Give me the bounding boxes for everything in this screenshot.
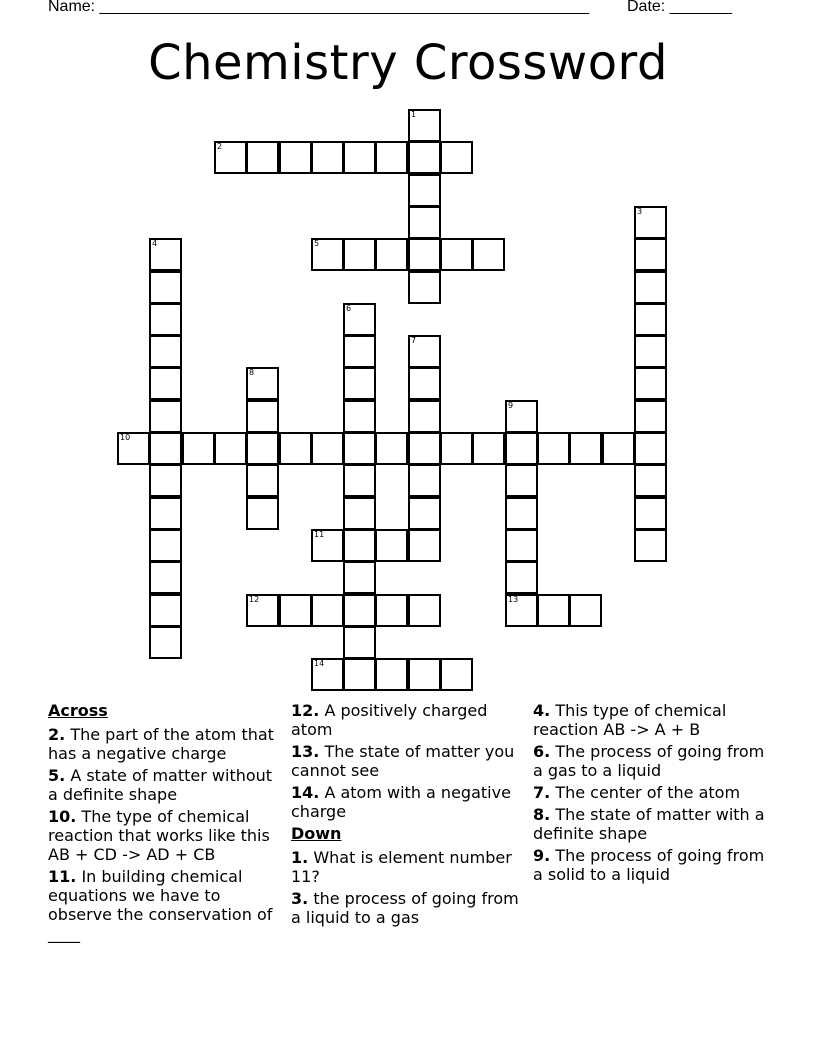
crossword-cell[interactable] — [375, 594, 408, 627]
crossword-cell[interactable] — [408, 367, 441, 400]
crossword-cell[interactable] — [634, 238, 667, 271]
crossword-cell[interactable] — [408, 658, 441, 691]
crossword-cell[interactable] — [311, 238, 344, 271]
crossword-cell[interactable] — [149, 367, 182, 400]
crossword-cell[interactable] — [505, 529, 538, 562]
clue-number: 8 — [249, 368, 255, 377]
clue-number: 6 — [346, 304, 352, 313]
crossword-cell[interactable] — [311, 594, 344, 627]
clue-number: 4 — [152, 239, 158, 248]
clue-number: 13 — [508, 595, 519, 604]
crossword-cell[interactable] — [117, 432, 150, 465]
crossword-cell[interactable] — [149, 561, 182, 594]
crossword-cell[interactable] — [343, 497, 376, 530]
crossword-cell[interactable] — [149, 335, 182, 368]
crossword-cell[interactable] — [634, 335, 667, 368]
crossword-cell[interactable] — [408, 206, 441, 239]
across-heading: Across — [48, 701, 108, 720]
crossword-cell[interactable] — [375, 658, 408, 691]
crossword-cell[interactable] — [343, 594, 376, 627]
clue-number: 5 — [314, 239, 320, 248]
crossword-cell[interactable] — [149, 497, 182, 530]
crossword-cell[interactable] — [440, 238, 473, 271]
crossword-cell[interactable] — [343, 464, 376, 497]
crossword-cell[interactable] — [634, 529, 667, 562]
crossword-cell[interactable] — [634, 497, 667, 530]
crossword-cell[interactable] — [149, 238, 182, 271]
clue-number: 7 — [411, 336, 417, 345]
crossword-cell[interactable] — [149, 626, 182, 659]
crossword-cell[interactable] — [634, 367, 667, 400]
crossword-cell[interactable] — [246, 594, 279, 627]
crossword-cell[interactable] — [279, 594, 312, 627]
clue-number: 10 — [120, 433, 131, 442]
clue-across-14: 14. A atom with a negative charge — [291, 783, 511, 821]
date-field-label[interactable]: Date: _______ — [627, 0, 732, 15]
crossword-cell[interactable] — [408, 400, 441, 433]
crossword-cell[interactable] — [408, 464, 441, 497]
crossword-cell[interactable] — [182, 432, 215, 465]
clues-column-3 — [533, 701, 769, 887]
clues-column-2 — [291, 701, 527, 930]
clue-number: 9 — [508, 401, 514, 410]
clue-number: 11 — [314, 530, 325, 539]
clue-across-12: 12. A positively charged atom — [291, 701, 488, 739]
crossword-cell[interactable] — [505, 561, 538, 594]
page-title: Chemistry Crossword — [148, 35, 668, 91]
clue-across-11: 11. In building chemical equations we have to observe the conservation of ____ — [48, 867, 273, 943]
crossword-cell[interactable] — [505, 432, 538, 465]
crossword-cell[interactable] — [602, 432, 635, 465]
name-field-label[interactable]: Name: _______________________________________________________ — [48, 0, 589, 15]
crossword-cell[interactable] — [149, 303, 182, 336]
clue-number: 3 — [637, 207, 643, 216]
crossword-cell[interactable] — [408, 271, 441, 304]
crossword-cell[interactable] — [246, 367, 279, 400]
crossword-cell[interactable] — [343, 141, 376, 174]
crossword-cell[interactable] — [246, 400, 279, 433]
crossword-cell[interactable] — [311, 529, 344, 562]
crossword-cell[interactable] — [343, 626, 376, 659]
crossword-cell[interactable] — [214, 432, 247, 465]
clue-number: 12 — [249, 595, 260, 604]
clue-down-4: 4. This type of chemical reaction AB -> A + B — [533, 701, 727, 739]
crossword-cell[interactable] — [440, 432, 473, 465]
crossword-cell[interactable] — [408, 335, 441, 368]
clue-down-1: 1. What is element number 11? — [291, 848, 512, 886]
crossword-cell[interactable] — [214, 141, 247, 174]
crossword-cell[interactable] — [634, 271, 667, 304]
crossword-cell[interactable] — [472, 432, 505, 465]
crossword-cell[interactable] — [246, 432, 279, 465]
crossword-cell[interactable] — [343, 335, 376, 368]
clue-number: 14 — [314, 659, 325, 668]
clue-down-9: 9. The process of going from a solid to a liquid — [533, 846, 765, 884]
crossword-cell[interactable] — [505, 497, 538, 530]
crossword-cell[interactable] — [343, 658, 376, 691]
crossword-cell[interactable] — [246, 141, 279, 174]
crossword-cell[interactable] — [505, 400, 538, 433]
clue-down-3: 3. the process of going from a liquid to a gas — [291, 889, 519, 927]
clue-across-13: 13. The state of matter you cannot see — [291, 742, 515, 780]
crossword-cell[interactable] — [343, 400, 376, 433]
crossword-cell[interactable] — [343, 561, 376, 594]
crossword-cell[interactable] — [375, 238, 408, 271]
crossword-cell[interactable] — [375, 529, 408, 562]
crossword-cell[interactable] — [408, 238, 441, 271]
clue-across-2: 2. The part of the atom that has a negative charge — [48, 725, 274, 763]
clue-number: 2 — [217, 142, 223, 151]
crossword-cell[interactable] — [537, 432, 570, 465]
crossword-cell[interactable] — [343, 238, 376, 271]
crossword-cell[interactable] — [149, 464, 182, 497]
crossword-cell[interactable] — [279, 141, 312, 174]
crossword-cell[interactable] — [440, 141, 473, 174]
crossword-cell[interactable] — [634, 464, 667, 497]
crossword-cell[interactable] — [634, 432, 667, 465]
clue-down-6: 6. The process of going from a gas to a liquid — [533, 742, 765, 780]
crossword-cell[interactable] — [375, 432, 408, 465]
crossword-cell[interactable] — [634, 303, 667, 336]
down-heading: Down — [291, 824, 342, 843]
crossword-cell[interactable] — [634, 400, 667, 433]
crossword-cell[interactable] — [311, 141, 344, 174]
clue-down-8: 8. The state of matter with a definite shape — [533, 805, 765, 843]
crossword-cell[interactable] — [343, 367, 376, 400]
crossword-cell[interactable] — [634, 206, 667, 239]
crossword-cell[interactable] — [408, 432, 441, 465]
crossword-cell[interactable] — [343, 303, 376, 336]
clue-across-5: 5. A state of matter without a definite shape — [48, 766, 273, 804]
crossword-cell[interactable] — [246, 464, 279, 497]
crossword-cell[interactable] — [408, 529, 441, 562]
crossword-cell[interactable] — [408, 109, 441, 142]
crossword-cell[interactable] — [569, 594, 602, 627]
crossword-cell[interactable] — [149, 271, 182, 304]
clue-down-7: 7. The center of the atom — [533, 783, 741, 802]
crossword-cell[interactable] — [569, 432, 602, 465]
crossword-cell[interactable] — [311, 432, 344, 465]
crossword-cell[interactable] — [343, 529, 376, 562]
crossword-cell[interactable] — [537, 594, 570, 627]
crossword-cell[interactable] — [375, 141, 408, 174]
crossword-cell[interactable] — [343, 432, 376, 465]
clues-column-1 — [48, 701, 284, 946]
crossword-cell[interactable] — [408, 594, 441, 627]
crossword-cell[interactable] — [408, 141, 441, 174]
crossword-cell[interactable] — [505, 464, 538, 497]
clue-across-10: 10. The type of chemical reaction that works like this AB + CD -> AD + CB — [48, 807, 270, 864]
crossword-cell[interactable] — [408, 174, 441, 207]
crossword-cell[interactable] — [408, 497, 441, 530]
crossword-cell[interactable] — [246, 497, 279, 530]
crossword-cell[interactable] — [279, 432, 312, 465]
crossword-cell[interactable] — [311, 658, 344, 691]
crossword-cell[interactable] — [440, 658, 473, 691]
crossword-cell[interactable] — [149, 594, 182, 627]
crossword-cell[interactable] — [149, 432, 182, 465]
crossword-cell[interactable] — [505, 594, 538, 627]
crossword-cell[interactable] — [149, 400, 182, 433]
crossword-cell[interactable] — [149, 529, 182, 562]
crossword-cell[interactable] — [472, 238, 505, 271]
clue-number: 1 — [411, 110, 417, 119]
